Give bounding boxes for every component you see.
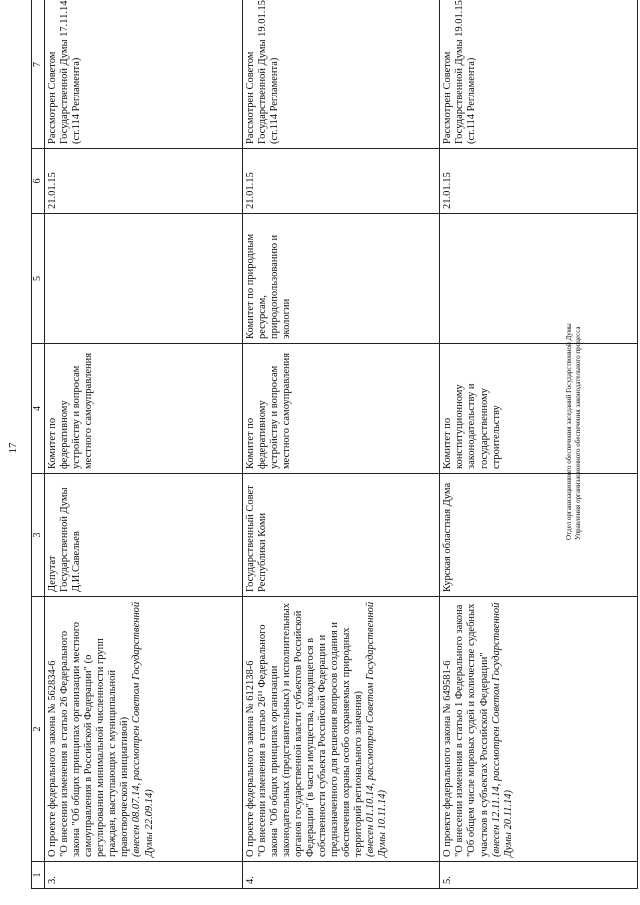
header-col-6: 6 (32, 149, 45, 214)
bill-author: Курская областная Дума (440, 474, 638, 597)
bill-status: Рассмотрен Советом Государственной Думы 17.11.14 (ст.114 Регламента) (45, 0, 243, 149)
bill-body: "О внесении изменения в статью 26¹¹ Федерального закона "Об общих принципах организации законодательных (представительных) и исполнительных органов государственной власти субъектов Российской Федерации" (в части имущества, находящегося в собственности субъекта Российской Федерации и предназначенного для решения вопросов создания и обеспечения охраны особо охраняемых природных территорий регионального значения) (256, 603, 365, 857)
bill-status: Рассмотрен Советом Государственной Думы 19.01.15 (ст.114 Регламента) (242, 0, 440, 149)
bill-table-container (31, 0, 638, 889)
deadline-date: 21.01.15 (45, 149, 243, 214)
responsible-committee: Комитет по федеративному устройству и вопросам местного самоуправления (45, 344, 243, 474)
bill-author: Депутат Государственной Думы Д.И.Савельев (45, 474, 243, 597)
co-committee (45, 214, 243, 344)
header-col-2: 2 (32, 597, 45, 862)
page-number: 17 (7, 442, 19, 454)
bill-note: (внесен 01.10.14, рассмотрен Советом Государственной Думы 10.11.14) (365, 601, 389, 857)
header-col-3: 3 (32, 474, 45, 597)
footer-line-2: Управления организационного обеспечения законодательного процесса (574, 326, 582, 540)
bill-description (440, 597, 638, 862)
co-committee: Комитет по природным ресурсам, природопользованию и экологии (242, 214, 440, 344)
bill-description (242, 597, 440, 862)
bill-author: Государственный Совет Республики Коми (242, 474, 440, 597)
bill-title: О проекте федерального закона № 562834-6 (47, 660, 58, 857)
bill-body: "О внесении изменения в статью 1 Федерального закона "Об общем числе мировых судей и количестве судебных участков в субъектах Российской Федерации" (454, 603, 490, 857)
responsible-committee: Комитет по федеративному устройству и вопросам местного самоуправления (242, 344, 440, 474)
table-row (242, 0, 440, 889)
bill-title: О проекте федерального закона № 612138-6 (244, 660, 256, 857)
row-number: 5. (440, 862, 638, 889)
bill-note: (внесен 12.11.14, рассмотрен Советом Государственной Думы 20.11.14) (490, 602, 514, 857)
bill-note: (внесен 08.07.14, рассмотрен Советом Государственной Думы 22.09.14) (131, 601, 155, 857)
footer-note (565, 200, 625, 540)
header-col-5: 5 (32, 214, 45, 344)
bill-body: "О внесении изменения в статью 26 Федерального закона "Об общих принципах организации местного самоуправления в Российской Федерации" (о регулировании минимальной численности групп граждан, выступающих с муниципальной правотворческой инициативой) (59, 621, 131, 857)
footer-line-1: Отдел организационного обеспечения заседаний Государственной Думы (565, 323, 573, 540)
deadline-date: 21.01.15 (242, 149, 440, 214)
row-number: 4. (242, 862, 440, 889)
header-row (32, 0, 45, 889)
bill-table (31, 0, 638, 889)
bill-status: Рассмотрен Советом Государственной Думы 19.01.15 (ст.114 Регламента) (440, 0, 638, 149)
table-row (45, 0, 243, 889)
deadline-date: 21.01.15 (440, 149, 638, 214)
header-col-1: 1 (32, 862, 45, 889)
bill-description (45, 597, 243, 862)
responsible-committee: Комитет по конституционному законодательству и государственному строительству (440, 344, 638, 474)
row-number: 3. (45, 862, 243, 889)
header-col-4: 4 (32, 344, 45, 474)
header-col-7: 7 (32, 0, 45, 149)
bill-title: О проекте федерального закона № 649581-6 (442, 660, 454, 857)
